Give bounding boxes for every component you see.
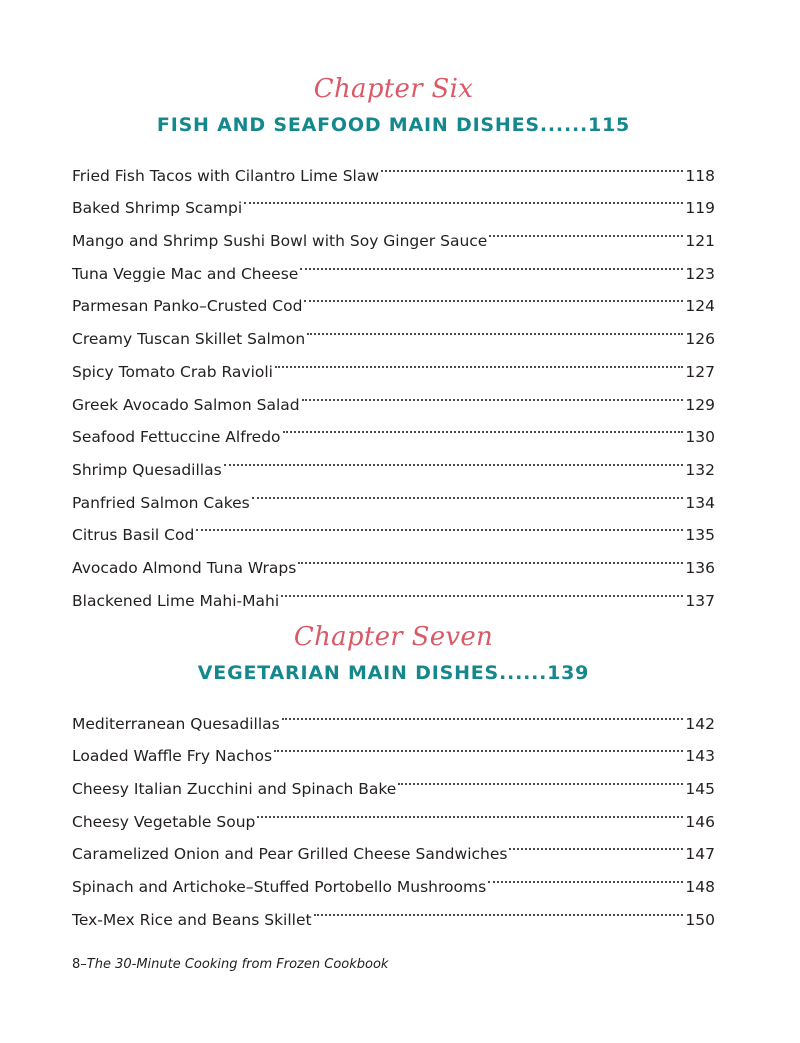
dot-leader: [300, 246, 683, 279]
toc-entry-page-number: 146: [685, 812, 715, 831]
dot-leader: [307, 311, 683, 344]
toc-entry-page-number: 142: [685, 714, 715, 733]
toc-entry-title: Creamy Tuscan Skillet Salmon: [72, 330, 306, 349]
page-footer: [72, 955, 388, 975]
toc-entry-page-number: 121: [685, 232, 715, 251]
dot-leader: [252, 475, 684, 508]
dot-leader: [304, 279, 683, 312]
toc-entry-page-number: 132: [685, 460, 715, 479]
toc-list: [72, 148, 715, 610]
toc-entry-title: Greek Avocado Salmon Salad: [72, 395, 300, 414]
toc-entry: [72, 696, 715, 733]
toc-entry-title: Avocado Almond Tuna Wraps: [72, 558, 297, 577]
dot-leader: [381, 148, 683, 181]
toc-entry-title: Cheesy Italian Zucchini and Spinach Bake: [72, 780, 397, 799]
dot-leader: [275, 344, 683, 377]
toc-entry-page-number: 136: [685, 558, 715, 577]
toc-entry-page-number: 135: [685, 526, 715, 545]
toc-entry-title: Blackened Lime Mahi-Mahi: [72, 591, 280, 610]
toc-entry-page-number: 137: [685, 591, 715, 610]
toc-entry-page-number: 124: [685, 297, 715, 316]
toc-entry-page-number: 130: [685, 428, 715, 447]
toc-entry-page-number: 119: [685, 199, 715, 218]
toc-list: [72, 696, 715, 929]
toc-entry-title: Parmesan Panko–Crusted Cod: [72, 297, 303, 316]
toc-entry-page-number: 148: [685, 878, 715, 897]
dot-leader: [196, 508, 683, 541]
toc-entry-page-number: 145: [685, 780, 715, 799]
toc-entry-page-number: 150: [685, 910, 715, 929]
toc-entry-title: Baked Shrimp Scampi: [72, 199, 243, 218]
toc-entry-title: Seafood Fettuccine Alfredo: [72, 428, 281, 447]
toc-entry-title: Tex-Mex Rice and Beans Skillet: [72, 910, 312, 929]
toc-entry-title: Caramelized Onion and Pear Grilled Cheese Sandwiches: [72, 845, 508, 864]
dot-leader: [298, 540, 683, 573]
toc-entry-title: Spicy Tomato Crab Ravioli: [72, 362, 273, 381]
book-title: The 30-Minute Cooking from Frozen Cookbook: [86, 957, 389, 972]
dot-leader: [224, 442, 684, 475]
dot-leader: [282, 696, 684, 729]
toc-entry-page-number: 134: [685, 493, 715, 512]
dot-leader: [257, 794, 683, 827]
toc-entry-title: Loaded Waffle Fry Nachos: [72, 747, 273, 766]
dot-leader: [244, 181, 683, 214]
toc-entry-title: Fried Fish Tacos with Cilantro Lime Slaw: [72, 166, 380, 185]
dot-leader: [489, 213, 683, 246]
toc-entry-title: Cheesy Vegetable Soup: [72, 812, 256, 831]
dot-leader: [283, 410, 684, 443]
dot-leader: [274, 729, 683, 762]
page-number: 8–: [72, 957, 87, 972]
chapter-six-section: [72, 68, 715, 610]
chapter-seven-section: [72, 616, 715, 929]
dot-leader: [302, 377, 684, 410]
toc-entry-title: Panfried Salmon Cakes: [72, 493, 250, 512]
dot-leader: [398, 761, 683, 794]
chapter-label: Chapter Six: [313, 74, 474, 104]
toc-entry-title: Mango and Shrimp Sushi Bowl with Soy Ginger Sauce: [72, 232, 488, 251]
toc-entry-page-number: 143: [685, 747, 715, 766]
toc-entry-page-number: 129: [685, 395, 715, 414]
dot-leader: [314, 892, 684, 925]
toc-entry-title: Citrus Basil Cod: [72, 526, 195, 545]
dot-leader: [281, 573, 683, 606]
toc-entry-page-number: 147: [685, 845, 715, 864]
toc-entry-page-number: 118: [685, 166, 715, 185]
toc-entry-title: Shrimp Quesadillas: [72, 460, 222, 479]
chapter-label: Chapter Seven: [293, 622, 494, 652]
dot-leader: [509, 827, 683, 860]
chapter-heading: VEGETARIAN MAIN DISHES......139: [197, 662, 590, 684]
toc-entry: [72, 148, 715, 185]
dot-leader: [488, 859, 683, 892]
toc-entry-title: Tuna Veggie Mac and Cheese: [72, 264, 299, 283]
toc-entry-page-number: 123: [685, 264, 715, 283]
toc-entry-page-number: 126: [685, 330, 715, 349]
chapter-heading: FISH AND SEAFOOD MAIN DISHES......115: [156, 114, 631, 136]
toc-entry-title: Spinach and Artichoke–Stuffed Portobello Mushrooms: [72, 878, 487, 897]
toc-entry-page-number: 127: [685, 362, 715, 381]
toc-entry-title: Mediterranean Quesadillas: [72, 714, 280, 733]
